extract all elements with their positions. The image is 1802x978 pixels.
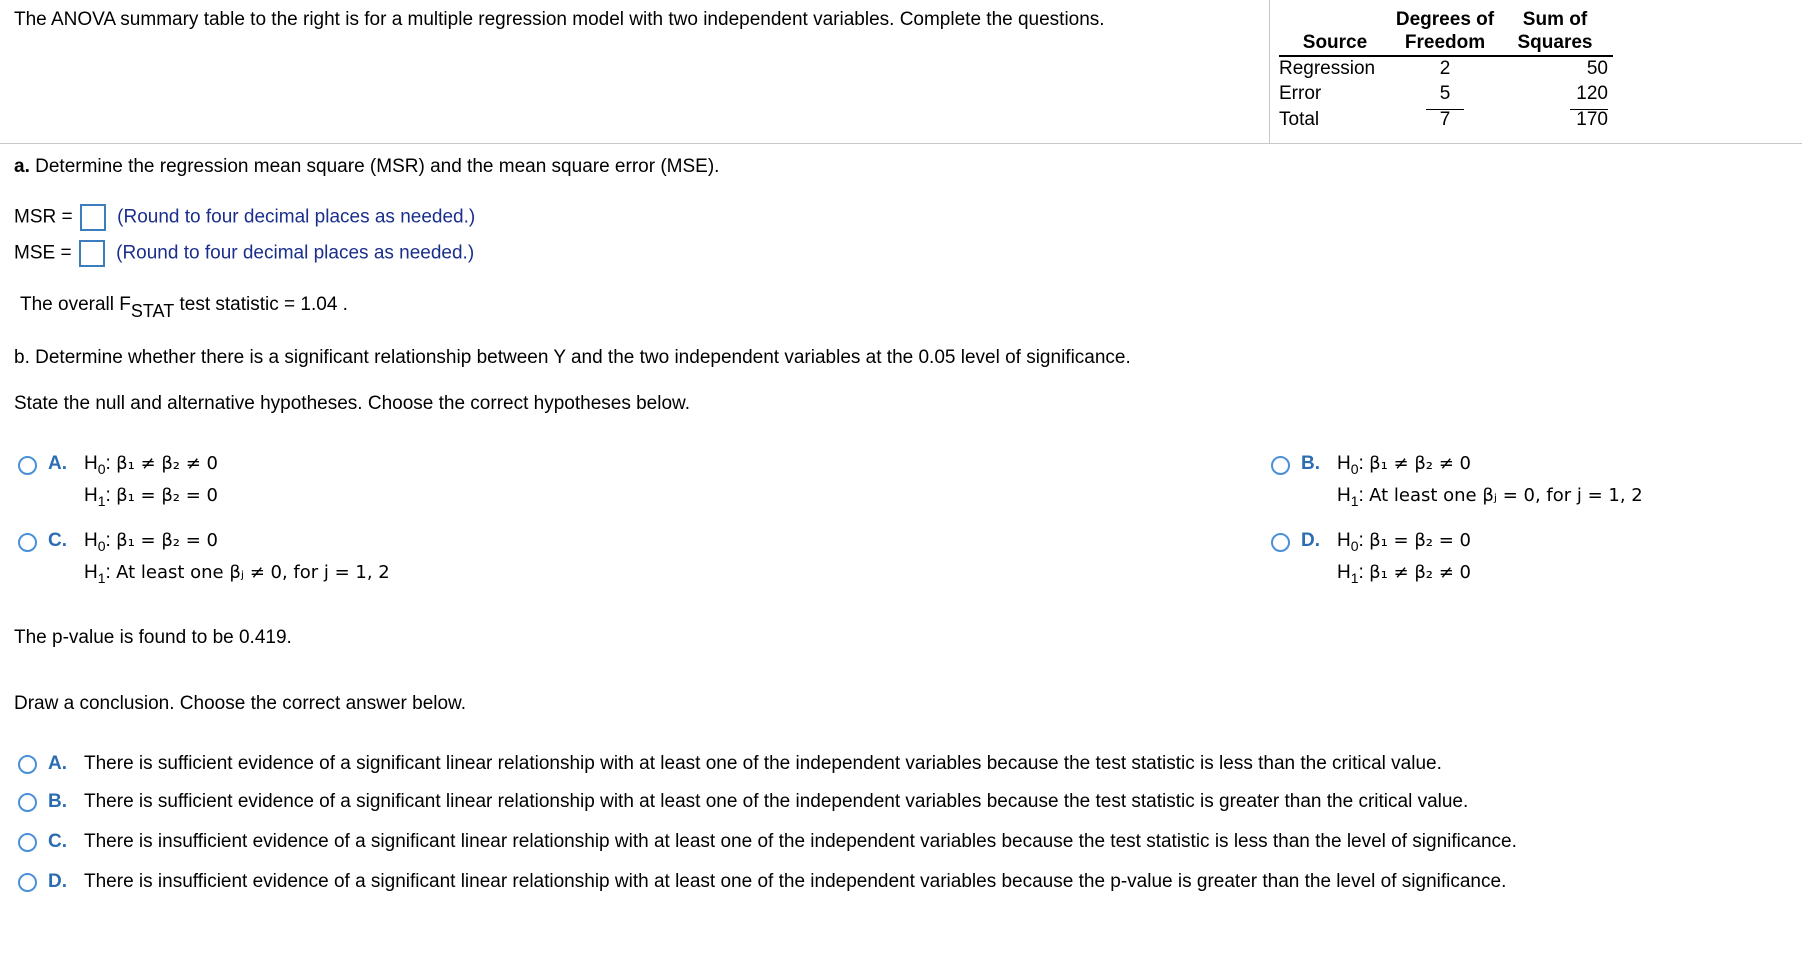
row-source: Error <box>1279 83 1322 104</box>
radio-button[interactable] <box>18 873 37 892</box>
h-subscript: 0 <box>1350 461 1359 477</box>
radio-button[interactable] <box>1271 456 1290 475</box>
fstat-suffix: test statistic = 1.04 . <box>174 294 348 315</box>
h-label: H <box>84 562 98 583</box>
row-ss: 120 <box>1576 83 1608 104</box>
option-letter: A. <box>48 753 67 774</box>
h0-expression: β₁ = β₂ = 0 <box>116 530 219 551</box>
h-subscript: 0 <box>97 538 106 554</box>
h-label: H <box>1337 530 1351 551</box>
radio-button[interactable] <box>18 793 37 812</box>
h1-expression: At least one βⱼ ≠ 0, for j = 1, 2 <box>116 562 390 583</box>
radio-button[interactable] <box>18 533 37 552</box>
option-h0: $H_0$: β₁ ≠ β₂ ≠ 0 <box>84 453 219 477</box>
header-df-line1: Degrees of <box>1395 9 1495 30</box>
option-letter: D. <box>1301 530 1320 551</box>
part-a-question <box>14 156 719 178</box>
h-subscript: 0 <box>1350 538 1359 554</box>
msr-row <box>14 204 475 231</box>
header-df-line2: Freedom <box>1404 32 1486 53</box>
fstat-prefix: The overall F <box>20 294 131 315</box>
mse-hint: (Round to four decimal places as needed.) <box>116 242 475 264</box>
h1-expression: At least one βⱼ = 0, for j = 1, 2 <box>1369 485 1643 506</box>
conclusion-text: There is insufficient evidence of a significant linear relationship with at least one of the independent variables because the test statistic is less than the level of significance. <box>84 831 1517 852</box>
msr-label: MSR = <box>14 206 73 228</box>
header-source: Source <box>1302 32 1368 53</box>
row-df: 5 <box>1439 83 1451 104</box>
radio-button[interactable] <box>18 833 37 852</box>
h-subscript: 0 <box>97 461 106 477</box>
h-subscript: 1 <box>97 493 106 509</box>
hypotheses-prompt: State the null and alternative hypotheses. Choose the correct hypotheses below. <box>14 393 690 414</box>
part-b-question: b. Determine whether there is a significant relationship between Y and the two independent variables at the 0.05 level of significance. <box>14 347 1131 368</box>
conclusion-prompt: Draw a conclusion. Choose the correct answer below. <box>14 693 467 714</box>
option-letter: A. <box>48 453 67 474</box>
row-df: 7 <box>1439 109 1451 130</box>
option-h1: $H_1$: At least one βⱼ = 0, for j = 1, 2 <box>1337 485 1643 509</box>
radio-button[interactable] <box>1271 533 1290 552</box>
radio-button[interactable] <box>18 755 37 774</box>
h-label: H <box>84 485 98 506</box>
option-h1: $H_1$: β₁ = β₂ = 0 <box>84 485 219 509</box>
row-source: Regression <box>1279 58 1376 79</box>
mse-row <box>14 240 474 267</box>
h1-expression: β₁ = β₂ = 0 <box>116 485 219 506</box>
h-label: H <box>1337 453 1351 474</box>
radio-button[interactable] <box>18 456 37 475</box>
row-ss: 170 <box>1576 109 1608 130</box>
option-letter: C. <box>48 831 67 852</box>
h0-expression: β₁ ≠ β₂ ≠ 0 <box>116 453 219 474</box>
h0-expression: β₁ ≠ β₂ ≠ 0 <box>1369 453 1472 474</box>
option-letter: B. <box>48 791 67 812</box>
row-df: 2 <box>1439 58 1451 79</box>
part-a-label: a. <box>14 156 30 177</box>
option-h1: $H_1$: β₁ ≠ β₂ ≠ 0 <box>1337 562 1472 586</box>
pvalue-text: The p-value is found to be 0.419. <box>14 627 292 648</box>
h-label: H <box>84 453 98 474</box>
h-subscript: 1 <box>1350 493 1359 509</box>
conclusion-text: There is sufficient evidence of a significant linear relationship with at least one of the independent variables because the test statistic is greater than the critical value. <box>84 791 1469 812</box>
h-subscript: 1 <box>97 570 106 586</box>
option-h0: $H_0$: β₁ = β₂ = 0 <box>1337 530 1472 554</box>
row-ss: 50 <box>1586 58 1608 79</box>
header-ss-line2: Squares <box>1517 32 1593 53</box>
header-ss-line1: Sum of <box>1522 9 1588 30</box>
msr-hint: (Round to four decimal places as needed.) <box>117 206 476 228</box>
intro-text: The ANOVA summary table to the right is for a multiple regression model with two independent variables. Complete the questions. <box>14 9 1105 30</box>
fstat-subscript: STAT <box>130 301 175 321</box>
option-h1: $H_1$: At least one βⱼ ≠ 0, for j = 1, 2 <box>84 562 390 586</box>
h-label: H <box>84 530 98 551</box>
h1-expression: β₁ ≠ β₂ ≠ 0 <box>1369 562 1472 583</box>
part-a-text: Determine the regression mean square (MSR) and the mean square error (MSE). <box>35 156 720 177</box>
h-label: H <box>1337 562 1351 583</box>
h-subscript: 1 <box>1350 570 1359 586</box>
msr-input[interactable] <box>80 204 106 231</box>
mse-label: MSE = <box>14 242 72 264</box>
fstat-text <box>20 294 348 322</box>
mse-input[interactable] <box>79 240 105 267</box>
section-divider <box>0 143 1802 144</box>
h0-expression: β₁ = β₂ = 0 <box>1369 530 1472 551</box>
option-h0: $H_0$: β₁ = β₂ = 0 <box>84 530 219 554</box>
table-divider <box>1269 0 1270 143</box>
option-letter: C. <box>48 530 67 551</box>
h-label: H <box>1337 485 1351 506</box>
option-letter: B. <box>1301 453 1320 474</box>
option-h0: $H_0$: β₁ ≠ β₂ ≠ 0 <box>1337 453 1472 477</box>
option-letter: D. <box>48 871 67 892</box>
conclusion-text: There is sufficient evidence of a significant linear relationship with at least one of the independent variables because the test statistic is less than the critical value. <box>84 753 1442 774</box>
conclusion-text: There is insufficient evidence of a significant linear relationship with at least one of the independent variables because the p-value is greater than the level of significance. <box>84 871 1507 892</box>
row-source: Total <box>1279 109 1320 130</box>
